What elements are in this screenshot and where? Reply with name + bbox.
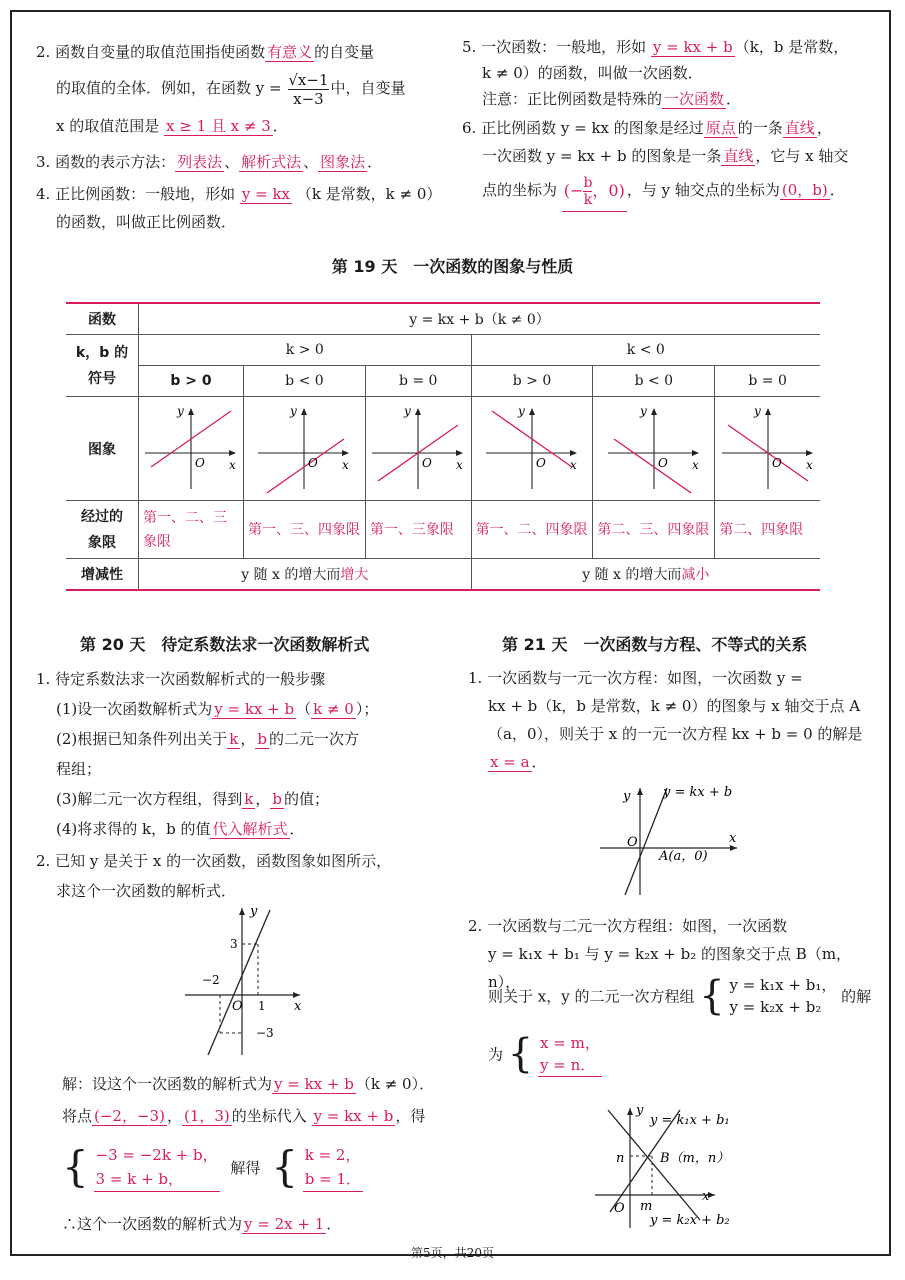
k-positive: k > 0 [139,335,472,366]
quadrant-cell: 第一、三、四象限 [244,501,366,559]
y-axis-arrow [529,408,535,415]
x-axis-arrow [456,450,463,456]
fig21b-point-b: B（m，n） [660,1151,730,1166]
fig21b-y-label: y [636,1103,644,1118]
y-label: y [753,403,761,418]
graph-cell [365,397,471,501]
x-label: x [456,457,463,472]
x-label: x [342,457,350,472]
graph-cell [593,397,715,501]
day20-steps: 1. 待定系数法求一次函数解析式的一般步骤 (1)设一次函数解析式为 y = kx + b （ k ≠ 0 ）； (2)根据已知条件列出关于 k ， b 的二元一次方 程组； (3)解二元一次方程组，得到 k ， b 的值； (4)将求得的 k，b 的值 代入解析式 ． 2. 已知 y 是关于 x 的一次函数，函数图象如图所示， 求这个一次函数的解析式． [36,670,392,900]
fig20-tick-1: 1 [258,999,266,1013]
x-axis-arrow [570,450,577,456]
quadrant-cell: 第二、四象限 [715,501,820,559]
day20-final: ∴这个一次函数的解析式为 y = 2x + 1 ． [62,1215,342,1233]
quadrant-cell: 第一、三象限 [365,501,471,559]
y-label: y [290,403,298,418]
graph-cell [244,397,366,501]
x-axis-arrow [229,450,236,456]
origin-label: O [422,455,433,470]
graph-cell [471,397,593,501]
origin-label: O [771,455,782,470]
mini-graph [602,401,706,493]
fig20-origin: O [232,999,243,1014]
mini-graph [366,401,470,493]
day21-solution: 为 { x = m， y = n． [488,1031,600,1077]
graph-cell [139,397,244,501]
item-3: 3. 函数的表示方法： 列表法 、 解析式法 、 图象法 ． [36,153,383,171]
graph-cell [715,397,820,501]
day21-figure2 [590,1100,780,1232]
day19-title: 第 19 天 一次函数的图象与性质 [331,257,574,276]
y-axis-arrow [301,408,307,415]
fig21b-origin: O [614,1201,625,1216]
day19-table: 函数 y = kx + b（k ≠ 0） k，b 的 符号 k > 0 k < 0 b > 0 b < 0 b = 0 b > 0 b < 0 b = 0 图象 y x O y x O y x O y x O y x O y x O 经过的 象限 第一、二、三象限 第一、三、四象限 第一、三象限 第一、二、四象限 第二、三、四象限 第二、四象限 增减性 y 随 x 的增大而增大 y 随 x 的增大而减小 [66,302,820,591]
x-label: x [229,457,236,472]
quadrant-cell: 第一、二、四象限 [471,501,593,559]
origin-label: O [657,455,668,470]
x-label: x [691,457,699,472]
day21-title: 第 21 天 一次函数与方程、不等式的关系 [502,635,808,654]
x-label: x [805,457,813,472]
day21-figure1 [595,780,745,900]
fig21a-line-label: y = kx + b [663,785,733,800]
page-footer: 第5页，共20页 [411,1246,494,1260]
item-4: 4. 正比例函数：一般地，形如 y = kx （k 是常数，k ≠ 0） 的函数，叫做正比例函数． [36,185,442,231]
row-label-function: 函数 [66,303,139,335]
y-label: y [639,403,647,418]
function-cell: y = kx + b（k ≠ 0） [139,303,821,335]
day20-figure [180,900,310,1060]
day20-solution: 解：设这个一次函数的解析式为 y = kx + b （k ≠ 0）． 将点 (−2，−3) ， (1，3) 的坐标代入 y = kx + b ，得 [62,1075,435,1125]
y-axis-arrow [188,408,194,415]
y-label: y [404,403,411,418]
fig21b-m: m [640,1199,653,1214]
item-2: 2. 函数自变量的取值范围指使函数 有意义 的自变量 的取值的全体．例如，在函数 y = $\frac{√x-1}{x-3}$ 中，自变量 x 的取值范围是 x ≥ 1 且 x ≠ 3 ． [36,43,406,135]
k-negative: k < 0 [471,335,820,366]
origin-label: O [535,455,546,470]
mini-graph [139,401,243,493]
x-axis-arrow [342,450,349,456]
fig20-x-label: x [294,999,302,1014]
x-axis-arrow [806,450,813,456]
y-label: y [177,403,184,418]
day21-item1: 1. 一次函数与一元一次方程：如图，一次函数 y = kx + b（k，b 是常数，k ≠ 0）的图象与 x 轴交于点 A （a，0），则关于 x 的一元一次方程 kx + b = 0 的解是 x = a ． [468,669,863,771]
y-label: y [517,403,525,418]
mini-graph [480,401,584,493]
fig21a-x-label: x [729,831,737,846]
fig21b-line1-label: y = k₁x + b₁ [650,1113,730,1128]
x-label: x [569,457,577,472]
y-axis-arrow [651,408,657,415]
fig21a-point-a: A(a，0) [659,849,708,864]
y-axis-arrow [765,408,771,415]
fig21a-y-label: y [623,789,631,804]
mini-graph [716,401,820,493]
day20-title: 第 20 天 待定系数法求一次函数解析式 [80,635,370,654]
quadrant-cell: 第一、二、三象限 [139,501,244,559]
quadrant-cell: 第二、三、四象限 [593,501,715,559]
answer-domain: x ≥ 1 且 x ≠ 3 [166,116,271,135]
fig20-y-label: y [250,904,258,919]
item-5: 5. 一次函数：一般地，形如 y = kx + b （k，b 是常数， k ≠ 0）的函数，叫做一次函数． 注意：正比例函数是特殊的 一次函数 ． [462,38,849,108]
origin-label: O [308,455,319,470]
fig20-tick-neg3: −3 [256,1026,274,1040]
y-axis-arrow [415,408,421,415]
day20-system: { −3 = −2k + b， 3 = k + b， 解得 { k = 2， b = 1． [62,1142,361,1191]
fig20-tick-neg2: −2 [202,973,220,987]
fig20-tick-3: 3 [230,937,238,951]
mini-graph [252,401,356,493]
fig21b-n: n [616,1151,625,1166]
fig21a-origin: O [627,835,638,850]
fraction-numerator: √x−1 [288,70,329,89]
fig21b-x-label: x [702,1189,710,1204]
origin-label: O [195,455,205,470]
day21-system: 则关于 x，y 的二元一次方程组 { y = k₁x + b₁， y = k₂x + b₂ 的解 [488,973,872,1019]
fraction-denominator: x−3 [293,89,324,108]
day21-item2: 2. 一次函数与二元一次方程组：如图，一次函数 y = k₁x + b₁ 与 y = k₂x + b₂ 的图象交于点 B（m，n）， [468,917,852,991]
fig21b-line2-label: y = k₂x + b₂ [650,1213,730,1228]
answer-meaningful: 有意义 [267,43,313,61]
x-axis-arrow [692,450,699,456]
item-6: 6. 正比例函数 y = kx 的图象是经过 原点 的一条 直线 ， 一次函数 y = kx + b 的图象是一条 直线 ，它与 x 轴交 点的坐标为 (− $\frac{b}{k}$ ，0) ，与 y 轴交点的坐标为 (0，b) ． [462,114,882,212]
